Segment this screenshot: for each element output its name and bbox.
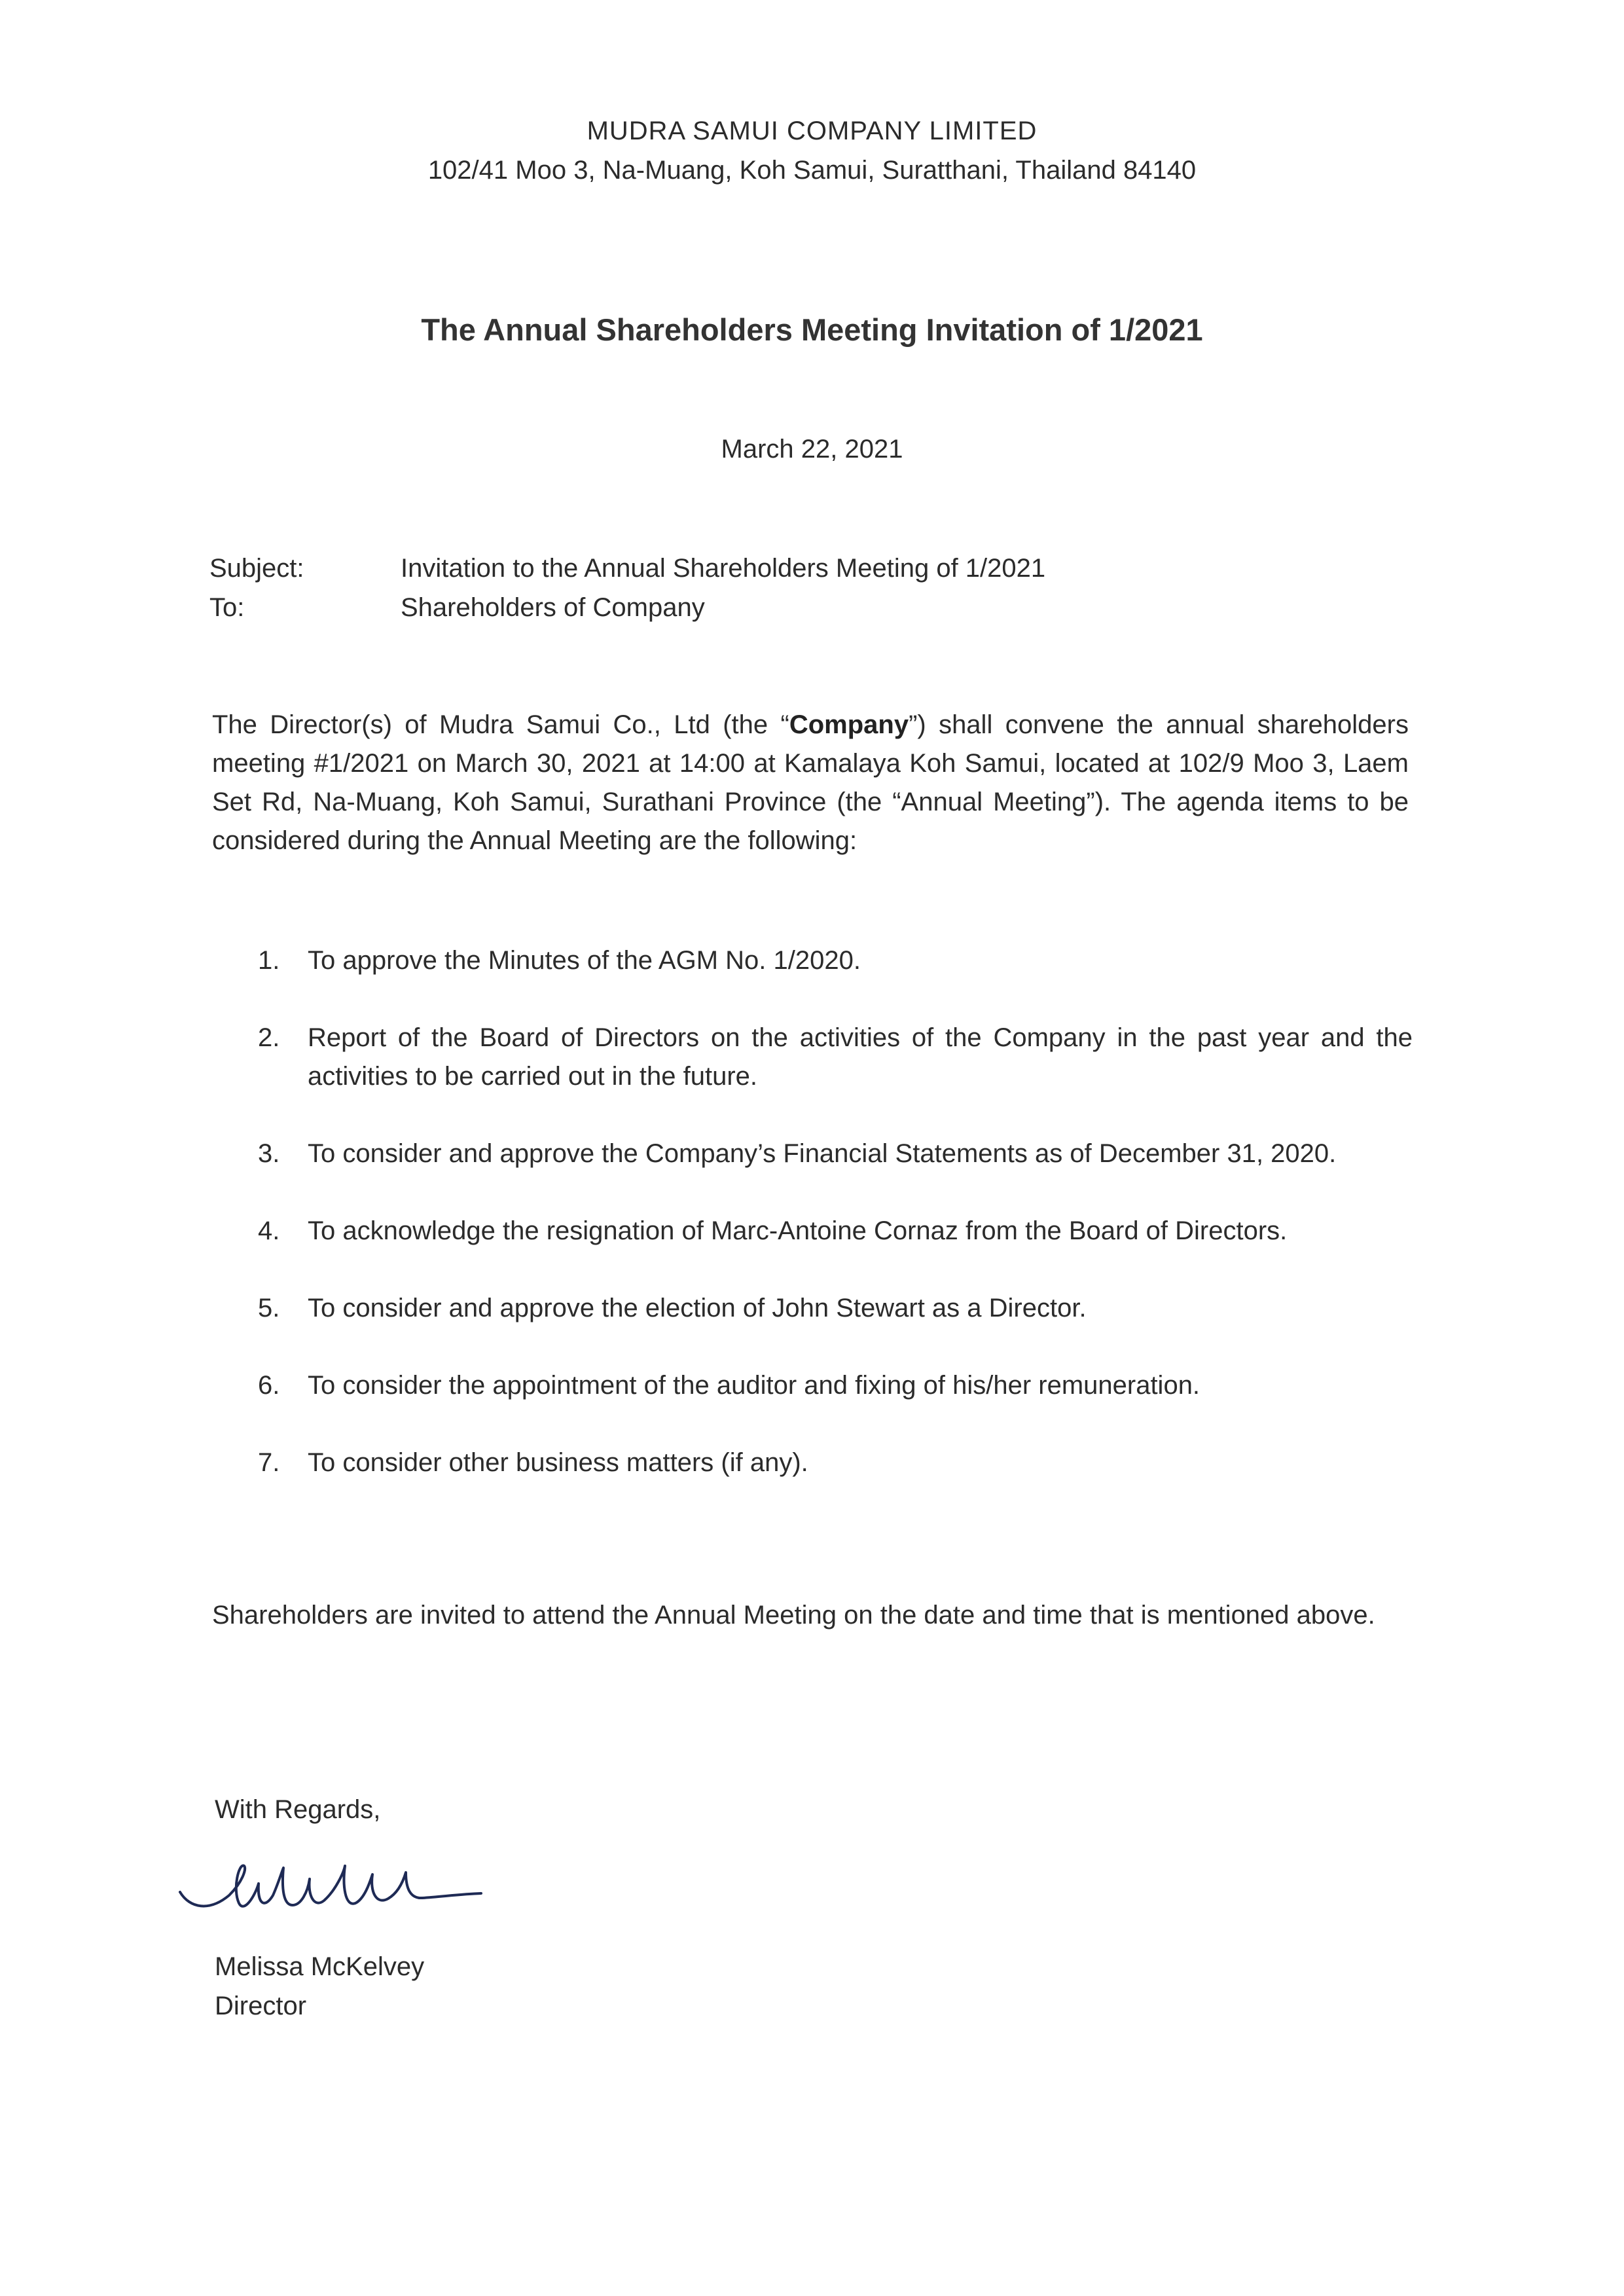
subject-value: Invitation to the Annual Shareholders Meeting of 1/2021 — [401, 554, 1046, 583]
agenda-item — [258, 1212, 1413, 1250]
to-value: Shareholders of Company — [401, 593, 705, 622]
agenda-item — [258, 1444, 1413, 1482]
agenda-item-number: 5. — [258, 1294, 280, 1322]
document-title: The Annual Shareholders Meeting Invitation of 1/2021 — [421, 312, 1203, 347]
signer-name: Melissa McKelvey — [215, 1952, 425, 1981]
company-name: MUDRA SAMUI COMPANY LIMITED — [586, 117, 1038, 145]
agenda-item-text: To consider and approve the election of John Stewart as a Director. — [308, 1294, 1087, 1322]
agenda-item-number: 6. — [258, 1371, 280, 1400]
agenda-item — [258, 1289, 1413, 1328]
agenda-item-text: To approve the Minutes of the AGM No. 1/2020. — [308, 946, 861, 975]
handwritten-signature — [173, 1843, 488, 1948]
document-date: March 22, 2021 — [721, 435, 903, 464]
agenda-item-number: 2. — [258, 1023, 280, 1052]
agenda-item — [258, 1366, 1413, 1405]
regards-line: With Regards, — [215, 1795, 381, 1824]
agenda-item-number: 1. — [258, 946, 280, 975]
agenda-item-number: 3. — [258, 1139, 280, 1168]
agenda-list — [258, 941, 1413, 1521]
to-label: To: — [209, 593, 245, 622]
company-address: 102/41 Moo 3, Na-Muang, Koh Samui, Suratthani, Thailand 84140 — [427, 156, 1197, 185]
subject-label: Subject: — [209, 554, 304, 583]
intro-paragraph — [212, 706, 1409, 860]
company-defined-term: Company — [789, 710, 909, 739]
agenda-item-text: To consider the appointment of the auditor and fixing of his/her remuneration. — [308, 1371, 1200, 1400]
intro-text-start: The Director(s) of Mudra Samui Co., Ltd (the “ — [212, 710, 789, 739]
agenda-item-text: To consider and approve the Company’s Financial Statements as of December 31, 2020. — [308, 1139, 1337, 1168]
agenda-item-number: 4. — [258, 1216, 280, 1245]
agenda-item-text: To acknowledge the resignation of Marc-Antoine Cornaz from the Board of Directors. — [308, 1216, 1288, 1245]
agenda-item-number: 7. — [258, 1448, 280, 1477]
intro-text-end: ”) shall convene the annual shareholders meeting #1/2021 on March 30, 2021 at 14:00 at Kamalaya Koh Samui, located at 102/9 Moo 3, Laem Set Rd, Na-Muang, Koh Samui, Surathani Province (the “Annual Meeting”). The agenda items to be considered during the Annual Meeting are the following: — [212, 710, 1409, 855]
agenda-item — [258, 941, 1413, 980]
closing-paragraph: Shareholders are invited to attend the Annual Meeting on the date and time that is mentioned above. — [212, 1601, 1375, 1630]
agenda-item-text: Report of the Board of Directors on the activities of the Company in the past year and the activities to be carried out in the future. — [308, 1023, 1413, 1091]
agenda-item-text: To consider other business matters (if any). — [308, 1448, 808, 1477]
agenda-item — [258, 1019, 1413, 1096]
signer-title: Director — [215, 1992, 307, 2020]
agenda-item — [258, 1135, 1413, 1173]
